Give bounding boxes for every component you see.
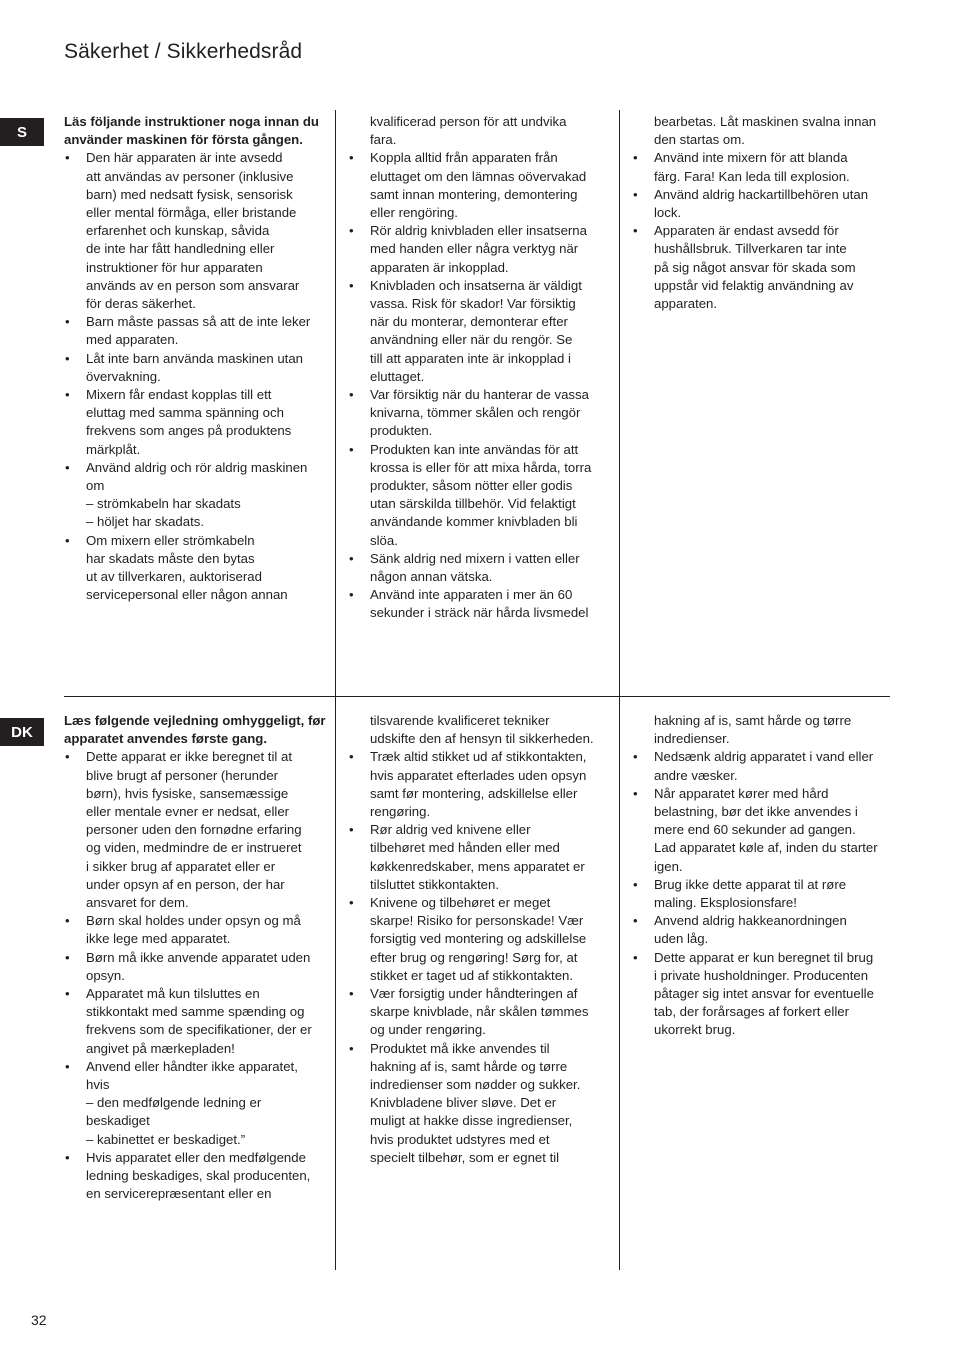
text-line: den startas om. — [654, 132, 745, 148]
text-line: • Knivbladen och insatserna är väldigt — [370, 277, 582, 293]
text-line: muligt at hakke disse ingredienser, — [370, 1113, 573, 1129]
safety-list — [64, 748, 326, 1203]
text-line: används av en person som ansvarar — [86, 277, 300, 293]
text-line: • Apparaten är endast avsedd för — [654, 223, 839, 239]
list-item — [348, 550, 610, 586]
text-line: ut av tillverkaren, auktoriserad — [86, 569, 262, 585]
text-line: • Børn må ikke anvende apparatet uden — [86, 949, 311, 965]
text-line: till att apparaten inte är inkopplad i — [370, 350, 571, 366]
list-item — [64, 1058, 326, 1149]
text-line: • Dette apparat er kun beregnet til brug — [654, 949, 874, 965]
text-line: hvis apparatet efterlades uden opsyn — [370, 767, 587, 783]
text-line: • Hvis apparatet eller den medfølgende — [86, 1149, 306, 1165]
text-line: krossa is eller för att mixa hårda, torra — [370, 459, 592, 475]
list-item — [64, 1149, 326, 1204]
text-line: forsigtig ved montering og adskillelse — [370, 931, 587, 947]
text-line: uden låg. — [654, 931, 709, 947]
text-line: indredienser. — [654, 731, 730, 747]
text-line: hushållsbruk. Tillverkaren tar inte — [654, 241, 847, 257]
text-line: med apparaten. — [86, 332, 179, 348]
text-line: i sikker brug af apparatet eller er — [86, 858, 276, 874]
list-item — [348, 985, 610, 1040]
text-line: kvalificerad person för att undvika — [370, 114, 567, 129]
list-item-continued — [348, 113, 610, 149]
text-line: • Använd aldrig hackartillbehören utan — [654, 186, 869, 202]
text-line: knivarna, tömmer skålen och rengör — [370, 405, 581, 421]
safety-list — [64, 149, 326, 604]
text-line: produkter, såsom nötter eller godis — [370, 478, 573, 494]
text-line: utan särskilda tillbehör. Vid felaktigt — [370, 496, 576, 512]
text-line: under opsyn af en person, der har — [86, 876, 285, 892]
text-line: – den medfølgende ledning er — [86, 1095, 262, 1111]
text-line: att användas av personer (inklusive — [86, 168, 294, 184]
text-line: om — [86, 478, 105, 494]
text-line: • Børn skal holdes under opsyn og må — [86, 913, 301, 929]
text-line: • Barn måste passas så att de inte leker — [86, 314, 311, 330]
text-line: – strömkabeln har skadats — [86, 496, 241, 512]
list-item — [64, 386, 326, 459]
text-line: sekunder i sträck när hårda livsmedel — [370, 605, 589, 621]
text-line: personer uden den fornødne erfaring — [86, 822, 302, 838]
text-line: eller mentale evner er nedsat, eller — [86, 804, 290, 820]
text-line: någon annan vätska. — [370, 569, 493, 585]
text-line: servicepersonal eller någon annan — [86, 587, 288, 603]
list-item — [348, 386, 610, 441]
list-item — [348, 586, 610, 622]
list-item — [632, 785, 890, 876]
text-line: uppstår vid felaktig användning av — [654, 277, 854, 293]
text-line: angivet på mærkepladen! — [86, 1040, 235, 1056]
text-line: en servicerepræsentant eller en — [86, 1186, 272, 1202]
intro-text: Læs følgende vejledning omhyggeligt, før apparatet anvendes første gang. — [64, 713, 326, 747]
text-line: ledning beskadiges, skal producenten, — [86, 1168, 311, 1184]
text-line: erfarenhet och kunskap, såvida — [86, 223, 270, 239]
column-divider — [335, 697, 336, 1270]
text-line: de inte har fått handledning eller — [86, 241, 275, 257]
list-item — [632, 748, 890, 784]
text-line: ikke lege med apparatet. — [86, 931, 231, 947]
text-line: • Brug ikke dette apparat til at røre — [654, 876, 847, 892]
text-line: påtager sig intet ansvar for eventuelle — [654, 986, 874, 1002]
safety-list — [632, 113, 890, 313]
section-s-column-1 — [64, 113, 326, 604]
text-line: för deras säkerhet. — [86, 296, 196, 312]
text-line: när du monterar, demonterar efter — [370, 314, 568, 330]
list-item — [348, 894, 610, 985]
text-line: hakning af is, samt hårde og tørre — [370, 1058, 568, 1074]
list-item-continued — [348, 712, 610, 748]
text-line: belastning, bør det ikke anvendes i — [654, 804, 858, 820]
text-line: i private husholdninger. Producenten — [654, 967, 869, 983]
text-line: Lad apparatet køle af, inden du starter — [654, 840, 878, 856]
list-item — [632, 149, 890, 185]
intro-text: Läs följande instruktioner noga innan du använder maskinen för första gången. — [64, 114, 319, 148]
text-line: • Använd inte mixern för att blanda — [654, 150, 848, 166]
text-line: • Sänk aldrig ned mixern i vatten eller — [370, 550, 580, 566]
section-dk-column-2 — [348, 712, 610, 1167]
text-line: • Rör aldrig knivbladen eller insatserna — [370, 223, 587, 239]
text-line: samt før montering, adskillelse eller — [370, 785, 578, 801]
section-s-column-3 — [632, 113, 890, 313]
section-dk-column-3 — [632, 712, 890, 1040]
list-item — [64, 949, 326, 985]
text-line: • Dette apparat er ikke beregnet til at — [86, 749, 292, 765]
list-item — [348, 748, 610, 821]
text-line: • Anvend eller håndter ikke apparatet, — [86, 1058, 298, 1074]
text-line: samt innan montering, demontering — [370, 186, 578, 202]
text-line: og viden, medmindre de er instrueret — [86, 840, 302, 856]
text-line: hakning af is, samt hårde og tørre — [654, 713, 852, 728]
list-item — [348, 149, 610, 222]
text-line: beskadiget — [86, 1113, 150, 1129]
text-line: färg. Fara! Kan leda till explosion. — [654, 168, 850, 184]
text-line: blive brugt af personer (herunder — [86, 767, 279, 783]
text-line: slöa. — [370, 532, 398, 548]
list-item — [348, 821, 610, 894]
text-line: • Anvend aldrig hakkeanordningen — [654, 913, 847, 929]
text-line: med handen eller några verktyg när — [370, 241, 579, 257]
text-line: – kabinettet er beskadiget.” — [86, 1131, 246, 1147]
text-line: igen. — [654, 858, 683, 874]
column-divider — [619, 697, 620, 1270]
list-item-continued — [632, 113, 890, 149]
text-line: barn) med nedsatt fysisk, sensorisk — [86, 186, 293, 202]
safety-list — [348, 712, 610, 1167]
text-line: mere end 60 sekunder ad gangen. — [654, 822, 856, 838]
text-line: bearbetas. Låt maskinen svalna innan — [654, 114, 877, 129]
text-line: eluttag med samma spänning och — [86, 405, 284, 421]
list-item — [348, 277, 610, 386]
text-line: användande kommer knivbladen bli — [370, 514, 578, 530]
text-line: vassa. Risk för skador! Var försiktig — [370, 296, 576, 312]
list-item — [348, 222, 610, 277]
text-line: ansvaret for dem. — [86, 895, 189, 911]
list-item — [64, 748, 326, 912]
page-number: 32 — [31, 1312, 47, 1328]
text-line: • Den här apparaten är inte avsedd — [86, 150, 283, 166]
text-line: har skadats måste den bytas — [86, 550, 255, 566]
text-line: • Om mixern eller strömkabeln — [86, 532, 255, 548]
list-item — [64, 532, 326, 605]
text-line: instruktioner för hur apparaten — [86, 259, 263, 275]
text-line: användning eller när du rengör. Se — [370, 332, 573, 348]
text-line: udskifte den af hensyn til sikkerheden. — [370, 731, 594, 747]
text-line: stikket er taget ud af stikkontakten. — [370, 967, 574, 983]
text-line: på sig något ansvar för skada som — [654, 259, 856, 275]
text-line: • Produktet må ikke anvendes til — [370, 1040, 550, 1056]
text-line: specielt tilbehør, som er egnet til — [370, 1149, 560, 1165]
text-line: • Rør aldrig ved knivene eller — [370, 822, 531, 838]
text-line: tilbehøret med hånden eller med — [370, 840, 560, 856]
text-line: • Låt inte barn använda maskinen utan — [86, 350, 304, 366]
text-line: hvis produktet udstyres med et — [370, 1131, 550, 1147]
text-line: rengøring. — [370, 804, 431, 820]
text-line: tilsluttet stikkontakten. — [370, 876, 500, 892]
text-line: lock. — [654, 205, 682, 221]
list-item — [632, 912, 890, 948]
text-line: køkkenredskaber, mens apparatet er — [370, 858, 585, 874]
column-divider — [619, 110, 620, 696]
text-line: tilsvarende kvalificeret tekniker — [370, 713, 550, 728]
column-divider — [335, 110, 336, 696]
text-line: märkplåt. — [86, 441, 141, 457]
text-line: eluttaget om den lämnas oövervakad — [370, 168, 587, 184]
list-item — [64, 313, 326, 349]
text-line: • Når apparatet kører med hård — [654, 785, 829, 801]
section-divider — [64, 696, 890, 697]
list-item — [348, 1040, 610, 1167]
text-line: • Knivene og tilbehøret er meget — [370, 895, 551, 911]
list-item — [64, 912, 326, 948]
text-line: • Mixern får endast kopplas till ett — [86, 387, 272, 403]
text-line: andre væsker. — [654, 767, 738, 783]
text-line: og under rengøring. — [370, 1022, 486, 1038]
text-line: eller mental förmåga, eller bristande — [86, 205, 297, 221]
list-item — [64, 985, 326, 1058]
text-line: tab, der forårsages af forkert eller — [654, 1004, 849, 1020]
text-line: • Använd inte apparaten i mer än 60 — [370, 587, 573, 603]
list-item — [64, 350, 326, 386]
text-line: skarpe! Risiko for personskade! Vær — [370, 913, 584, 929]
section-s-column-2 — [348, 113, 610, 623]
list-item — [632, 222, 890, 313]
text-line: efter brug og rengøring! Sørg for, at — [370, 949, 578, 965]
language-tab-swedish: S — [0, 118, 44, 146]
text-line: maling. Eksplosionsfare! — [654, 895, 797, 911]
text-line: • Koppla alltid från apparaten från — [370, 150, 558, 166]
list-item — [632, 949, 890, 1040]
text-line: • Produkten kan inte användas för att — [370, 441, 579, 457]
text-line: Knivbladene bliver sløve. Det er — [370, 1095, 557, 1111]
text-line: eluttaget. — [370, 368, 425, 384]
text-line: • Var försiktig när du hanterar de vassa — [370, 387, 589, 403]
list-item — [64, 459, 326, 532]
list-item — [632, 876, 890, 912]
safety-list — [632, 712, 890, 1040]
list-item-continued — [632, 712, 890, 748]
text-line: frekvens som de specifikationer, der er — [86, 1022, 312, 1038]
text-line: • Træk altid stikket ud af stikkontakten, — [370, 749, 587, 765]
text-line: indredienser som nødder og sukker. — [370, 1077, 581, 1093]
text-line: produkten. — [370, 423, 433, 439]
text-line: apparaten. — [654, 296, 718, 312]
text-line: övervakning. — [86, 368, 161, 384]
text-line: eller rengöring. — [370, 205, 458, 221]
text-line: ukorrekt brug. — [654, 1022, 736, 1038]
list-item — [632, 186, 890, 222]
text-line: frekvens som anges på produktens — [86, 423, 292, 439]
text-line: opsyn. — [86, 967, 125, 983]
text-line: • Nedsænk aldrig apparatet i vand eller — [654, 749, 874, 765]
text-line: skarpe knivblade, når skålen tømmes — [370, 1004, 589, 1020]
text-line: hvis — [86, 1077, 110, 1093]
section-dk-column-1 — [64, 712, 326, 1203]
text-line: stikkontakt med samme spænding og — [86, 1004, 305, 1020]
text-line: – höljet har skadats. — [86, 514, 205, 530]
list-item — [64, 149, 326, 313]
text-line: apparaten är inkopplad. — [370, 259, 509, 275]
text-line: fara. — [370, 132, 397, 148]
safety-list — [348, 113, 610, 623]
text-line: • Använd aldrig och rör aldrig maskinen — [86, 459, 308, 475]
language-tab-danish: DK — [0, 718, 44, 746]
text-line: • Vær forsigtig under håndteringen af — [370, 986, 578, 1002]
text-line: børn), hvis fysiske, sansemæssige — [86, 785, 289, 801]
list-item — [348, 441, 610, 550]
page-title: Säkerhet / Sikkerhedsråd — [64, 40, 303, 63]
text-line: • Apparatet må kun tilsluttes en — [86, 986, 260, 1002]
